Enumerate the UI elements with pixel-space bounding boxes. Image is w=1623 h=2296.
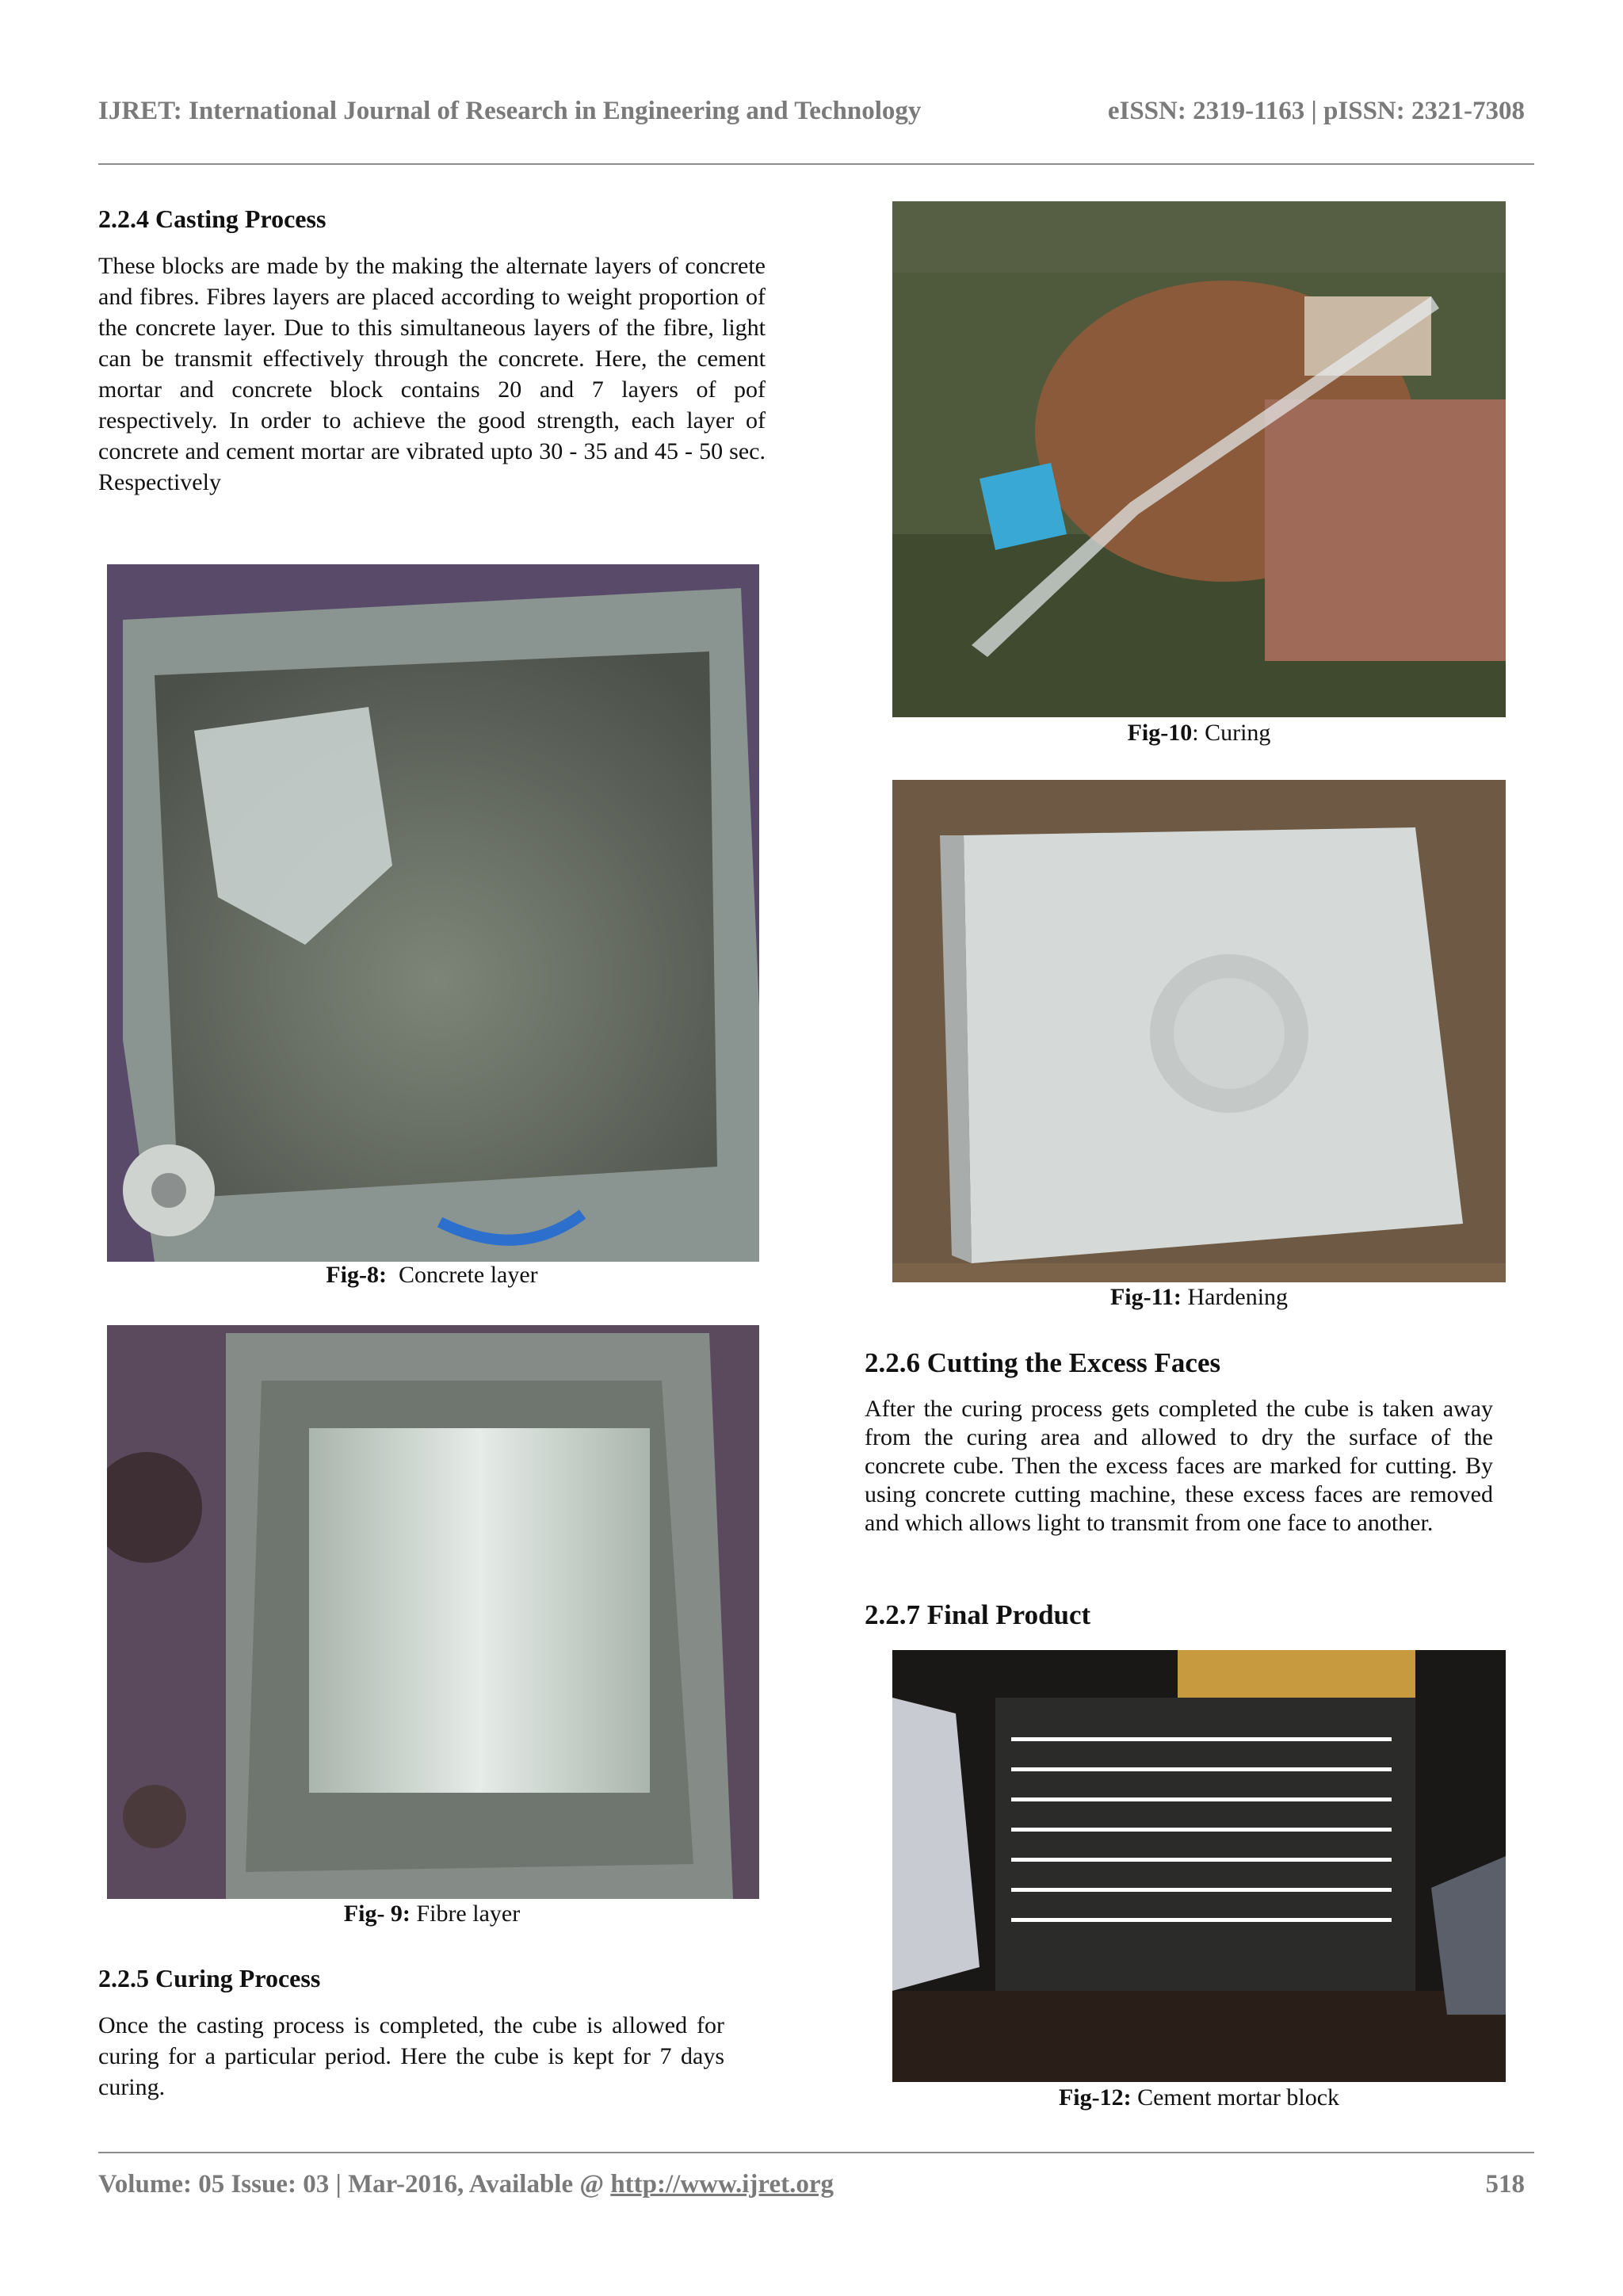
fig11-text: Hardening bbox=[1187, 1284, 1289, 1310]
casting-paragraph: These blocks are made by the making the alternate layers of concrete and fibres. Fibres layers are placed according to weight proportion of the concrete layer. Due to this simultaneous layers of the fibre, light can be transmit effectively through the concrete. Here, the cement mortar and concrete block contains 20 and 7 layers of pof respectively. In order to achieve the good strength, each layer of concrete and cement mortar are vibrated upto 30 - 35 and 45 - 50 sec. Respectively bbox=[98, 253, 766, 495]
fig12-text: Cement mortar block bbox=[1137, 2084, 1340, 2111]
fig9-photo bbox=[107, 1325, 759, 1899]
fig11-label: Fig-11: bbox=[1109, 1284, 1182, 1310]
fig11-photo bbox=[892, 780, 1506, 1282]
footer-volume bbox=[98, 2170, 834, 2199]
section-heading-final: 2.2.7 Final Product bbox=[865, 1599, 1091, 1630]
section-heading-cutting: 2.2.6 Cutting the Excess Faces bbox=[865, 1347, 1221, 1378]
running-header bbox=[98, 97, 1525, 126]
fig8-photo bbox=[107, 564, 759, 1262]
section-heading-casting: 2.2.4 Casting Process bbox=[98, 204, 327, 233]
running-footer bbox=[98, 2170, 1525, 2199]
fig12-caption bbox=[892, 2084, 1506, 2111]
footer-rule bbox=[98, 2152, 1534, 2153]
volume-text: Volume: 05 Issue: 03 | Mar-2016, Available @ bbox=[98, 2170, 611, 2199]
journal-title: IJRET: International Journal of Research in Engineering and Technology bbox=[98, 97, 922, 125]
fig9-label: Fig- 9: bbox=[343, 1901, 411, 1927]
fig10-label: Fig-10 bbox=[1127, 720, 1193, 746]
fig8-caption bbox=[98, 1262, 766, 1289]
fig10-photo bbox=[892, 201, 1506, 717]
fig9-text: Fibre layer bbox=[416, 1901, 521, 1927]
fig12-label: Fig-12: bbox=[1058, 2084, 1132, 2111]
fig10-caption bbox=[892, 720, 1506, 747]
page-number: 518 bbox=[1485, 2170, 1525, 2199]
fig9-caption bbox=[98, 1901, 766, 1927]
fig12-photo bbox=[892, 1650, 1506, 2082]
section-heading-curing: 2.2.5 Curing Process bbox=[98, 1964, 321, 1992]
fig8-text: Concrete layer bbox=[398, 1262, 538, 1288]
issn: eISSN: 2319-1163 | pISSN: 2321-7308 bbox=[1107, 97, 1525, 125]
cutting-paragraph: After the curing process gets completed the cube is taken away from the curing area and allowed to dry the surface of the concrete cube. Then the excess faces are marked for cutting. By using concrete cutting machine, these excess faces are removed and which allows light to transmit from one face to another. bbox=[865, 1396, 1493, 1536]
header-rule bbox=[98, 163, 1534, 165]
curing-paragraph: Once the casting process is completed, the cube is allowed for curing for a particular period. Here the cube is kept for 7 days curing. bbox=[98, 2012, 724, 2100]
journal-link[interactable]: http://www.ijret.org bbox=[610, 2170, 834, 2199]
fig10-text: : Curing bbox=[1192, 720, 1271, 746]
fig11-caption bbox=[892, 1284, 1506, 1311]
fig8-label: Fig-8: bbox=[326, 1262, 387, 1288]
